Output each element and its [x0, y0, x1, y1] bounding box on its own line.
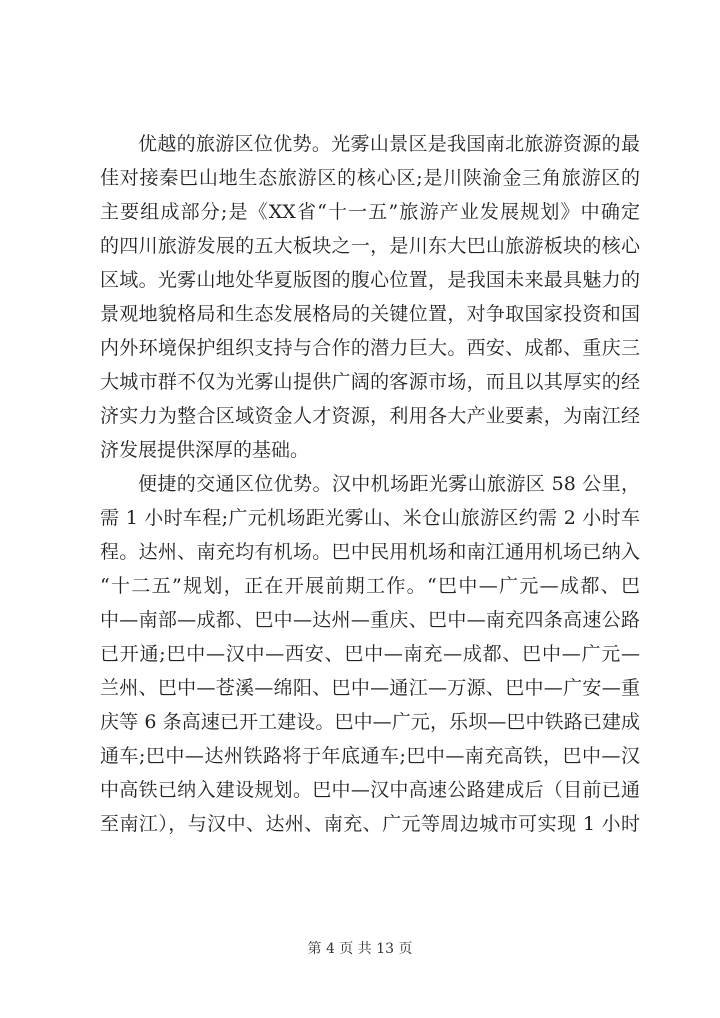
text-line: 至南江），与汉中、达州、南充、广元等周边城市可实现 1 小时 [100, 813, 640, 835]
text-line: 便捷的交通区位优势。汉中机场距光雾山旅游区 58 公里， [138, 473, 640, 495]
text-line: “十二五”规划，正在开展前期工作。“巴中—广元—成都、巴 [100, 575, 640, 597]
text-line: 的四川旅游发展的五大板块之一，是川东大巴山旅游板块的核心 [100, 235, 640, 257]
text-line: 中—南部—成都、巴中—达州—重庆、巴中—南充四条高速公路 [100, 609, 640, 631]
text-line: 优越的旅游区位优势。光雾山景区是我国南北旅游资源的最 [138, 133, 640, 155]
document-body [100, 127, 640, 841]
text-line: 济发展提供深厚的基础。 [100, 439, 310, 461]
text-line: 内外环境保护组织支持与合作的潜力巨大。西安、成都、重庆三 [100, 337, 640, 359]
text-line: 通车;巴中—达州铁路将于年底通车;巴中—南充高铁，巴中—汉 [100, 745, 640, 767]
text-line: 需 1 小时车程;广元机场距光雾山、米仓山旅游区约需 2 小时车 [100, 507, 640, 529]
text-line: 中高铁已纳入建设规划。巴中—汉中高速公路建成后（目前已通 [100, 779, 640, 801]
text-line: 大城市群不仅为光雾山提供广阔的客源市场，而且以其厚实的经 [100, 371, 640, 393]
page-number-footer: 第 4 页 共 13 页 [307, 941, 413, 957]
text-line: 济实力为整合区域资金人才资源，利用各大产业要素，为南江经 [100, 405, 640, 427]
text-line: 兰州、巴中—苍溪—绵阳、巴中—通江—万源、巴中—广安—重 [100, 677, 640, 699]
text-line: 程。达州、南充均有机场。巴中民用机场和南江通用机场已纳入 [100, 541, 640, 563]
paragraph-tourism-location [100, 127, 640, 467]
text-line: 区域。光雾山地处华夏版图的腹心位置，是我国未来最具魅力的 [100, 269, 640, 291]
text-line: 已开通;巴中—汉中—西安、巴中—南充—成都、巴中—广元— [100, 643, 640, 665]
text-line: 庆等 6 条高速已开工建设。巴中—广元，乐坝—巴中铁路已建成 [100, 711, 640, 733]
paragraph-transport-location [100, 467, 640, 841]
text-line: 景观地貌格局和生态发展格局的关键位置，对争取国家投资和国 [100, 303, 640, 325]
text-line: 主要组成部分;是《XX省“十一五”旅游产业发展规划》中确定 [100, 201, 640, 223]
text-line: 佳对接秦巴山地生态旅游区的核心区;是川陕渝金三角旅游区的 [100, 167, 640, 189]
